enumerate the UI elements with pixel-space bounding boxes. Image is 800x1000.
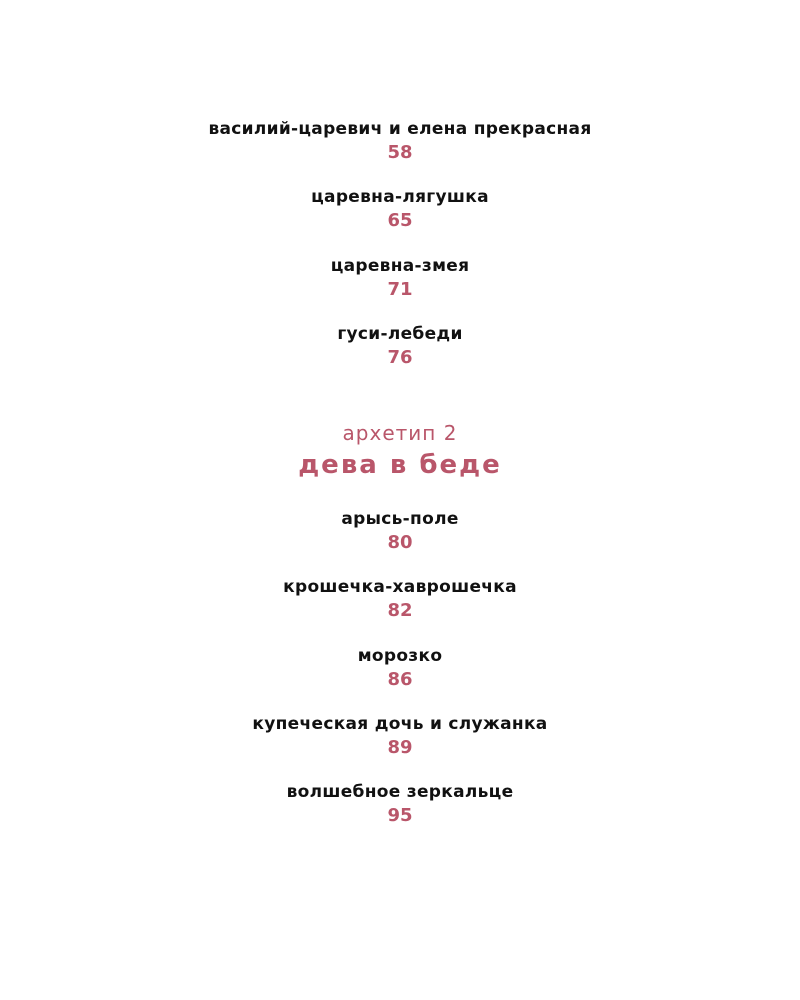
toc-entry-title: купеческая дочь и служанка [252, 714, 548, 734]
toc-entry-title: гуси-лебеди [337, 324, 463, 344]
toc-entry-title: василий-царевич и елена прекрасная [208, 119, 592, 139]
toc-entry-title: царевна-змея [330, 256, 470, 276]
toc-entry[interactable] [0, 255, 800, 302]
toc-entry[interactable] [0, 508, 800, 555]
toc-entry-page-number: 65 [387, 210, 413, 231]
toc-entry-title: арысь-поле [341, 509, 459, 529]
toc-entry-title: волшебное зеркальце [286, 782, 514, 802]
toc-entry[interactable] [0, 323, 800, 370]
archetype-heading [0, 420, 800, 482]
toc-entry-page-number: 95 [387, 805, 413, 826]
toc-entry-page-number: 71 [387, 279, 413, 300]
archetype-title: дева в беде [298, 450, 502, 480]
toc-entry-page-number: 80 [387, 532, 413, 553]
toc-entry[interactable] [0, 118, 800, 165]
toc-entry[interactable] [0, 186, 800, 233]
toc-entry[interactable] [0, 576, 800, 623]
toc-entry[interactable] [0, 645, 800, 692]
toc-entry-title: крошечка-хаврошечка [283, 577, 517, 597]
toc-entry-title: морозко [357, 646, 443, 666]
toc-entry-title: царевна-лягушка [311, 187, 489, 207]
toc-entry-page-number: 76 [387, 347, 413, 368]
toc-entry-page-number: 86 [387, 669, 413, 690]
archetype-label: архетип 2 [342, 421, 458, 445]
toc-entry-page-number: 89 [387, 737, 413, 758]
toc-entry[interactable] [0, 781, 800, 828]
toc-entry[interactable] [0, 713, 800, 760]
toc-entry-page-number: 82 [387, 600, 413, 621]
toc-entry-page-number: 58 [387, 142, 413, 163]
